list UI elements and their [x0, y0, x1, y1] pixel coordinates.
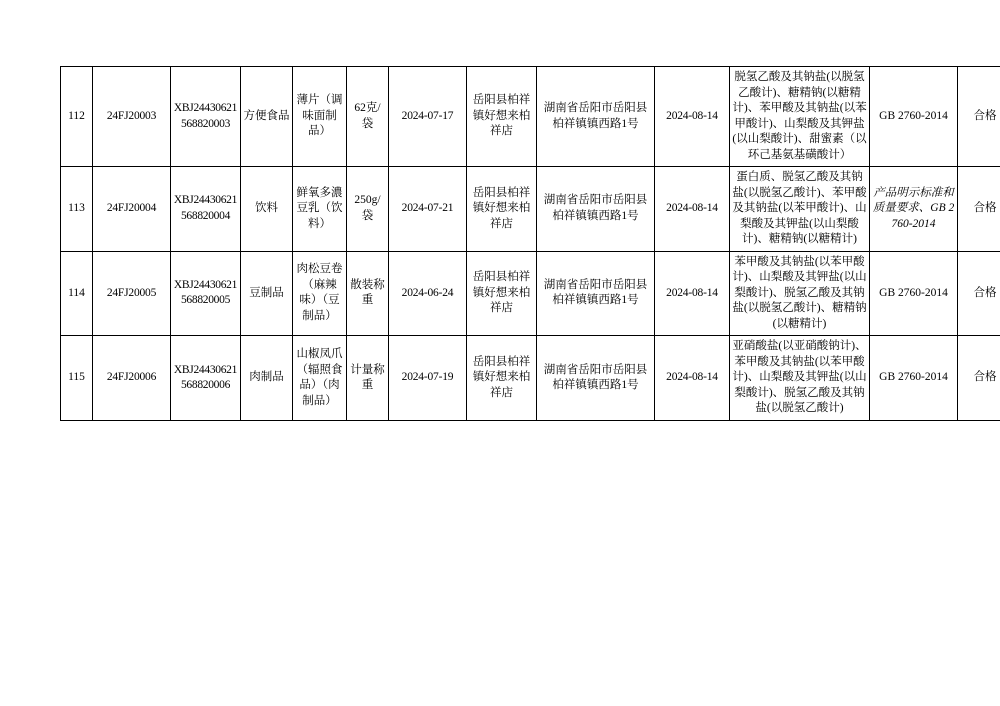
table-body: [61, 67, 1000, 421]
cell-production-date: 2024-07-21: [389, 167, 467, 252]
cell-standard: 产品明示标准和质量要求、GB 2760-2014: [870, 167, 958, 252]
cell-inspection-items: 蛋白质、脱氢乙酸及其钠盐(以脱氢乙酸计)、苯甲酸及其钠盐(以苯甲酸计)、山梨酸及其钾盐(以山梨酸计)、糖精钠(以糖精计): [730, 167, 870, 252]
cell-conclusion: 合格: [958, 251, 1000, 336]
cell-spec: 62克/袋: [347, 67, 389, 167]
cell-spec: 计量称重: [347, 336, 389, 421]
cell-food-category: 方便食品: [241, 67, 293, 167]
table-row: [61, 251, 1000, 336]
cell-inspection-items: 脱氢乙酸及其钠盐(以脱氢乙酸计)、糖精钠(以糖精计)、苯甲酸及其钠盐(以苯甲酸计)、山梨酸及其钾盐(以山梨酸计)、甜蜜素（以环己基氨基磺酸计）: [730, 67, 870, 167]
cell-inspection-items: 亚硝酸盐(以亚硝酸钠计)、苯甲酸及其钠盐(以苯甲酸计)、山梨酸及其钾盐(以山梨酸计)、脱氢乙酸及其钠盐(以脱氢乙酸计): [730, 336, 870, 421]
cell-standard: GB 2760-2014: [870, 67, 958, 167]
cell-standard: GB 2760-2014: [870, 251, 958, 336]
cell-report-no: XBJ24430621568820003: [171, 67, 241, 167]
cell-report-no: XBJ24430621568820006: [171, 336, 241, 421]
cell-production-date: 2024-06-24: [389, 251, 467, 336]
cell-food-name: 鲜氧多濃豆乳（饮料）: [293, 167, 347, 252]
cell-report-no: XBJ24430621568820005: [171, 251, 241, 336]
cell-inspection-date: 2024-08-14: [655, 67, 730, 167]
cell-inspection-date: 2024-08-14: [655, 251, 730, 336]
inspection-results-table: [60, 66, 1000, 421]
cell-food-name: 薄片（调味面制品）: [293, 67, 347, 167]
cell-sampled-address: 湖南省岳阳市岳阳县柏祥镇镇西路1号: [537, 167, 655, 252]
cell-sampled-address: 湖南省岳阳市岳阳县柏祥镇镇西路1号: [537, 336, 655, 421]
table-row: [61, 336, 1000, 421]
cell-food-name: 肉松豆卷（麻辣味）（豆制品）: [293, 251, 347, 336]
cell-food-category: 豆制品: [241, 251, 293, 336]
cell-index: 115: [61, 336, 93, 421]
cell-conclusion: 合格: [958, 167, 1000, 252]
cell-food-category: 肉制品: [241, 336, 293, 421]
cell-inspection-date: 2024-08-14: [655, 336, 730, 421]
cell-sampled-unit: 岳阳县柏祥镇好想来柏祥店: [467, 336, 537, 421]
cell-spec: 250g/袋: [347, 167, 389, 252]
cell-index: 112: [61, 67, 93, 167]
cell-sampled-address: 湖南省岳阳市岳阳县柏祥镇镇西路1号: [537, 67, 655, 167]
cell-sampled-unit: 岳阳县柏祥镇好想来柏祥店: [467, 167, 537, 252]
table-row: [61, 167, 1000, 252]
cell-report-no: XBJ24430621568820004: [171, 167, 241, 252]
cell-conclusion: 合格: [958, 67, 1000, 167]
cell-sample-no: 24FJ20006: [93, 336, 171, 421]
cell-production-date: 2024-07-17: [389, 67, 467, 167]
cell-sampled-unit: 岳阳县柏祥镇好想来柏祥店: [467, 67, 537, 167]
cell-inspection-items: 苯甲酸及其钠盐(以苯甲酸计)、山梨酸及其钾盐(以山梨酸计)、脱氢乙酸及其钠盐(以脱氢乙酸计)、糖精钠(以糖精计): [730, 251, 870, 336]
cell-sampled-address: 湖南省岳阳市岳阳县柏祥镇镇西路1号: [537, 251, 655, 336]
cell-food-name: 山椒凤爪（辐照食品）（肉制品）: [293, 336, 347, 421]
inspection-table-container: [60, 66, 997, 421]
cell-index: 114: [61, 251, 93, 336]
cell-production-date: 2024-07-19: [389, 336, 467, 421]
cell-index: 113: [61, 167, 93, 252]
cell-inspection-date: 2024-08-14: [655, 167, 730, 252]
cell-conclusion: 合格: [958, 336, 1000, 421]
cell-spec: 散装称重: [347, 251, 389, 336]
cell-sample-no: 24FJ20005: [93, 251, 171, 336]
cell-food-category: 饮料: [241, 167, 293, 252]
cell-sample-no: 24FJ20004: [93, 167, 171, 252]
table-row: [61, 67, 1000, 167]
cell-sampled-unit: 岳阳县柏祥镇好想来柏祥店: [467, 251, 537, 336]
cell-sample-no: 24FJ20003: [93, 67, 171, 167]
cell-standard: GB 2760-2014: [870, 336, 958, 421]
